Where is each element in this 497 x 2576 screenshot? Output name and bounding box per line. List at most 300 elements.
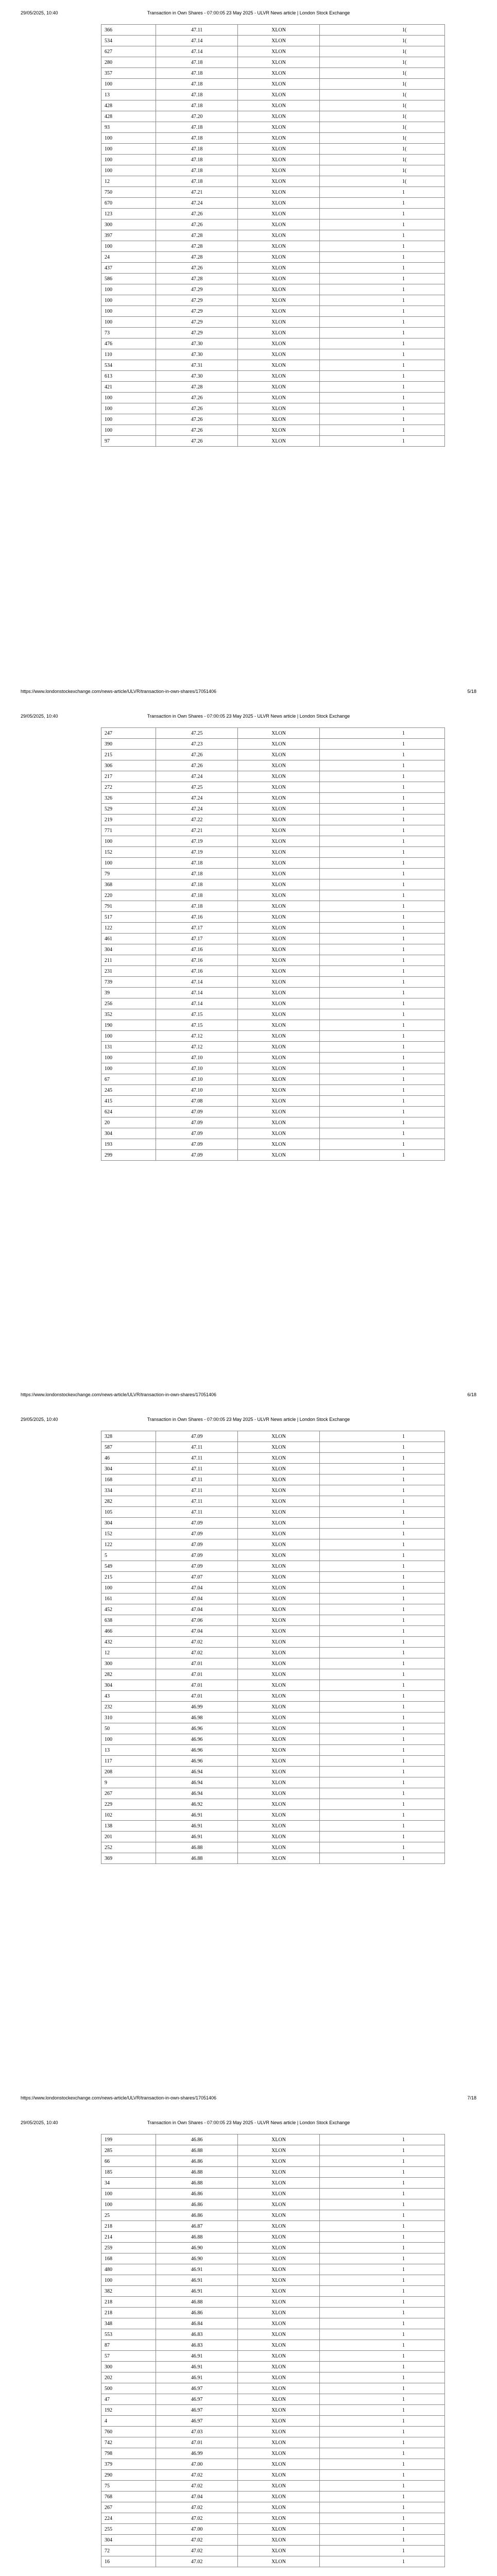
price-cell: 47.18: [156, 68, 238, 79]
time-cell: 1: [319, 209, 444, 219]
price-cell: 47.19: [156, 847, 238, 858]
price-cell: 47.09: [156, 1117, 238, 1128]
table-row: [101, 1464, 445, 1475]
time-cell: 1(: [319, 36, 444, 46]
price-cell: 47.04: [156, 2492, 238, 2502]
time-cell: 1: [319, 815, 444, 825]
volume-cell: 304: [101, 1464, 156, 1475]
table-row: [101, 2448, 445, 2459]
table-row: [101, 2264, 445, 2275]
table-row: [101, 890, 445, 901]
price-cell: 47.25: [156, 782, 238, 793]
price-cell: 47.18: [156, 100, 238, 111]
venue-cell: XLON: [238, 252, 320, 263]
venue-cell: XLON: [238, 2437, 320, 2448]
volume-cell: 739: [101, 977, 156, 988]
volume-cell: 215: [101, 1572, 156, 1583]
venue-cell: XLON: [238, 1496, 320, 1507]
table-row: [101, 68, 445, 79]
price-cell: 47.30: [156, 338, 238, 349]
price-cell: 47.22: [156, 815, 238, 825]
table-row: [101, 57, 445, 68]
table-row: [101, 155, 445, 165]
volume-cell: 290: [101, 2470, 156, 2481]
table-row: [101, 2556, 445, 2567]
volume-cell: 193: [101, 1139, 156, 1150]
volume-cell: 34: [101, 2178, 156, 2189]
time-cell: 1: [319, 338, 444, 349]
volume-cell: 379: [101, 2459, 156, 2470]
venue-cell: XLON: [238, 2308, 320, 2318]
price-cell: 47.11: [156, 1485, 238, 1496]
price-cell: 47.04: [156, 1604, 238, 1615]
table-row: [101, 912, 445, 923]
venue-cell: XLON: [238, 1561, 320, 1572]
price-cell: 47.11: [156, 1464, 238, 1475]
table-row: [101, 2546, 445, 2556]
volume-cell: 217: [101, 771, 156, 782]
time-cell: 1: [319, 2535, 444, 2546]
price-cell: 47.26: [156, 263, 238, 274]
time-cell: 1: [319, 1637, 444, 1648]
venue-cell: XLON: [238, 2362, 320, 2372]
venue-cell: XLON: [238, 1453, 320, 1464]
volume-cell: 267: [101, 1788, 156, 1799]
price-cell: 46.91: [156, 2351, 238, 2362]
time-cell: 1: [319, 2286, 444, 2297]
time-cell: 1: [319, 2459, 444, 2470]
time-cell: 1: [319, 1507, 444, 1518]
volume-cell: 272: [101, 782, 156, 793]
price-cell: 47.26: [156, 750, 238, 760]
venue-cell: XLON: [238, 1777, 320, 1788]
time-cell: 1: [319, 2199, 444, 2210]
volume-cell: 67: [101, 1074, 156, 1085]
time-cell: 1: [319, 2372, 444, 2383]
table-row: [101, 425, 445, 436]
table-row: [101, 1053, 445, 1063]
venue-cell: XLON: [238, 739, 320, 750]
volume-cell: 304: [101, 1680, 156, 1691]
price-cell: 46.83: [156, 2329, 238, 2340]
time-cell: 1(: [319, 122, 444, 133]
volume-cell: 20: [101, 1117, 156, 1128]
venue-cell: XLON: [238, 1096, 320, 1107]
price-cell: 47.02: [156, 2556, 238, 2567]
price-cell: 47.26: [156, 436, 238, 447]
venue-cell: XLON: [238, 371, 320, 382]
venue-cell: XLON: [238, 2416, 320, 2427]
table-row: [101, 988, 445, 998]
time-cell: 1: [319, 869, 444, 879]
transactions-table: [101, 24, 445, 447]
time-cell: 1: [319, 739, 444, 750]
price-cell: 47.11: [156, 1442, 238, 1453]
table-row: [101, 263, 445, 274]
price-cell: 47.10: [156, 1053, 238, 1063]
venue-cell: XLON: [238, 2427, 320, 2437]
volume-cell: 87: [101, 2340, 156, 2351]
price-cell: 46.97: [156, 2394, 238, 2405]
venue-cell: XLON: [238, 879, 320, 890]
price-cell: 47.28: [156, 382, 238, 393]
transactions-table: [101, 1431, 445, 1864]
table-row: [101, 1063, 445, 1074]
volume-cell: 202: [101, 2372, 156, 2383]
venue-cell: XLON: [238, 230, 320, 241]
price-cell: 47.09: [156, 1550, 238, 1561]
transactions-table-container: [101, 2134, 445, 2567]
volume-cell: 100: [101, 1063, 156, 1074]
volume-cell: 529: [101, 804, 156, 815]
venue-cell: XLON: [238, 90, 320, 100]
price-cell: 47.10: [156, 1063, 238, 1074]
table-row: [101, 2134, 445, 2145]
price-cell: 47.20: [156, 111, 238, 122]
time-cell: 1: [319, 793, 444, 804]
print-date: 29/05/2025, 10:40: [21, 714, 58, 719]
time-cell: 1: [319, 760, 444, 771]
time-cell: 1: [319, 966, 444, 977]
time-cell: 1: [319, 1615, 444, 1626]
venue-cell: XLON: [238, 1053, 320, 1063]
volume-cell: 638: [101, 1615, 156, 1626]
volume-cell: 252: [101, 1842, 156, 1853]
venue-cell: XLON: [238, 2513, 320, 2524]
volume-cell: 218: [101, 2297, 156, 2308]
table-row: [101, 2156, 445, 2167]
table-row: [101, 728, 445, 739]
price-cell: 47.26: [156, 414, 238, 425]
time-cell: 1: [319, 1669, 444, 1680]
time-cell: 1: [319, 901, 444, 912]
price-cell: 47.14: [156, 36, 238, 46]
table-row: [101, 284, 445, 295]
price-cell: 46.86: [156, 2308, 238, 2318]
volume-cell: 352: [101, 1009, 156, 1020]
volume-cell: 190: [101, 1020, 156, 1031]
price-cell: 47.21: [156, 825, 238, 836]
time-cell: 1: [319, 2264, 444, 2275]
table-row: [101, 879, 445, 890]
venue-cell: XLON: [238, 2145, 320, 2156]
table-row: [101, 209, 445, 219]
venue-cell: XLON: [238, 1626, 320, 1637]
venue-cell: XLON: [238, 100, 320, 111]
time-cell: 1: [319, 1442, 444, 1453]
time-cell: 1: [319, 1485, 444, 1496]
venue-cell: XLON: [238, 295, 320, 306]
time-cell: 1: [319, 1529, 444, 1539]
table-row: [101, 944, 445, 955]
source-url[interactable]: https://www.londonstockexchange.com/news-article/ULVR/transaction-in-own-shares/17051406: [21, 1392, 217, 1397]
pdf-page: [0, 0, 497, 703]
venue-cell: XLON: [238, 1680, 320, 1691]
price-cell: 47.02: [156, 2546, 238, 2556]
page-number: 7/18: [467, 2095, 476, 2100]
volume-cell: 100: [101, 836, 156, 847]
time-cell: 1: [319, 1745, 444, 1756]
volume-cell: 117: [101, 1756, 156, 1767]
table-row: [101, 1777, 445, 1788]
table-row: [101, 1799, 445, 1810]
venue-cell: XLON: [238, 1442, 320, 1453]
venue-cell: XLON: [238, 998, 320, 1009]
table-row: [101, 2372, 445, 2383]
venue-cell: XLON: [238, 360, 320, 371]
table-row: [101, 1767, 445, 1777]
price-cell: 47.14: [156, 998, 238, 1009]
venue-cell: XLON: [238, 1107, 320, 1117]
volume-cell: 348: [101, 2318, 156, 2329]
table-row: [101, 295, 445, 306]
table-row: [101, 1074, 445, 1085]
price-cell: 46.94: [156, 1767, 238, 1777]
time-cell: 1(: [319, 79, 444, 90]
table-row: [101, 1453, 445, 1464]
price-cell: 47.28: [156, 241, 238, 252]
table-row: [101, 403, 445, 414]
price-cell: 47.16: [156, 944, 238, 955]
price-cell: 47.11: [156, 1475, 238, 1485]
venue-cell: XLON: [238, 1702, 320, 1713]
table-row: [101, 1702, 445, 1713]
volume-cell: 168: [101, 1475, 156, 1485]
venue-cell: XLON: [238, 338, 320, 349]
price-cell: 47.29: [156, 306, 238, 317]
venue-cell: XLON: [238, 1767, 320, 1777]
volume-cell: 229: [101, 1799, 156, 1810]
volume-cell: 9: [101, 1777, 156, 1788]
venue-cell: XLON: [238, 2286, 320, 2297]
time-cell: 1: [319, 1788, 444, 1799]
price-cell: 47.16: [156, 912, 238, 923]
table-row: [101, 2405, 445, 2416]
price-cell: 47.26: [156, 209, 238, 219]
table-row: [101, 901, 445, 912]
volume-cell: 138: [101, 1821, 156, 1832]
price-cell: 47.07: [156, 1572, 238, 1583]
table-row: [101, 1583, 445, 1594]
time-cell: 1: [319, 2437, 444, 2448]
time-cell: 1: [319, 1150, 444, 1161]
volume-cell: 304: [101, 1518, 156, 1529]
price-cell: 46.91: [156, 1810, 238, 1821]
table-row: [101, 90, 445, 100]
time-cell: 1: [319, 955, 444, 966]
venue-cell: XLON: [238, 966, 320, 977]
price-cell: 46.91: [156, 1832, 238, 1842]
venue-cell: XLON: [238, 1128, 320, 1139]
volume-cell: 66: [101, 2156, 156, 2167]
volume-cell: 100: [101, 1031, 156, 1042]
price-cell: 47.18: [156, 869, 238, 879]
volume-cell: 214: [101, 2232, 156, 2243]
volume-cell: 100: [101, 1053, 156, 1063]
source-url[interactable]: https://www.londonstockexchange.com/news-article/ULVR/transaction-in-own-shares/17051406: [21, 689, 217, 694]
volume-cell: 100: [101, 79, 156, 90]
time-cell: 1: [319, 1626, 444, 1637]
price-cell: 46.97: [156, 2383, 238, 2394]
table-row: [101, 771, 445, 782]
table-row: [101, 100, 445, 111]
table-row: [101, 1107, 445, 1117]
volume-cell: 105: [101, 1507, 156, 1518]
volume-cell: 624: [101, 1107, 156, 1117]
venue-cell: XLON: [238, 750, 320, 760]
time-cell: 1: [319, 1053, 444, 1063]
price-cell: 47.02: [156, 2502, 238, 2513]
volume-cell: 25: [101, 2210, 156, 2221]
transactions-table-container: [101, 24, 445, 447]
price-cell: 46.86: [156, 2156, 238, 2167]
price-cell: 47.14: [156, 977, 238, 988]
volume-cell: 185: [101, 2167, 156, 2178]
price-cell: 47.11: [156, 1453, 238, 1464]
venue-cell: XLON: [238, 1139, 320, 1150]
table-row: [101, 1658, 445, 1669]
volume-cell: 300: [101, 2362, 156, 2372]
time-cell: 1: [319, 2492, 444, 2502]
price-cell: 47.01: [156, 1691, 238, 1702]
venue-cell: XLON: [238, 2297, 320, 2308]
price-cell: 47.01: [156, 1669, 238, 1680]
time-cell: 1: [319, 2546, 444, 2556]
price-cell: 47.12: [156, 1042, 238, 1053]
venue-cell: XLON: [238, 2178, 320, 2189]
volume-cell: 208: [101, 1767, 156, 1777]
time-cell: 1(: [319, 46, 444, 57]
venue-cell: XLON: [238, 414, 320, 425]
price-cell: 46.96: [156, 1745, 238, 1756]
volume-cell: 231: [101, 966, 156, 977]
table-row: [101, 1042, 445, 1053]
page-number: 6/18: [467, 1392, 476, 1397]
volume-cell: 100: [101, 425, 156, 436]
price-cell: 46.91: [156, 2286, 238, 2297]
price-cell: 46.88: [156, 2145, 238, 2156]
table-row: [101, 2362, 445, 2372]
table-row: [101, 1529, 445, 1539]
price-cell: 47.09: [156, 1518, 238, 1529]
source-url[interactable]: https://www.londonstockexchange.com/news-article/ULVR/transaction-in-own-shares/17051406: [21, 2095, 217, 2100]
venue-cell: XLON: [238, 263, 320, 274]
volume-cell: 122: [101, 1539, 156, 1550]
price-cell: 47.09: [156, 1539, 238, 1550]
price-cell: 47.18: [156, 890, 238, 901]
price-cell: 46.97: [156, 2416, 238, 2427]
table-row: [101, 750, 445, 760]
volume-cell: 47: [101, 2394, 156, 2405]
venue-cell: XLON: [238, 2275, 320, 2286]
price-cell: 46.83: [156, 2340, 238, 2351]
price-cell: 47.16: [156, 955, 238, 966]
price-cell: 47.06: [156, 1615, 238, 1626]
volume-cell: 79: [101, 869, 156, 879]
table-row: [101, 1485, 445, 1496]
time-cell: 1: [319, 1853, 444, 1864]
volume-cell: 75: [101, 2481, 156, 2492]
time-cell: 1: [319, 944, 444, 955]
venue-cell: XLON: [238, 1788, 320, 1799]
table-row: [101, 760, 445, 771]
volume-cell: 100: [101, 155, 156, 165]
price-cell: 47.15: [156, 1009, 238, 1020]
venue-cell: XLON: [238, 760, 320, 771]
volume-cell: 300: [101, 1658, 156, 1669]
time-cell: 1: [319, 1074, 444, 1085]
volume-cell: 110: [101, 349, 156, 360]
venue-cell: XLON: [238, 79, 320, 90]
volume-cell: 5: [101, 1550, 156, 1561]
price-cell: 47.03: [156, 2427, 238, 2437]
time-cell: 1: [319, 403, 444, 414]
volume-cell: 517: [101, 912, 156, 923]
volume-cell: 100: [101, 165, 156, 176]
venue-cell: XLON: [238, 804, 320, 815]
table-row: [101, 111, 445, 122]
table-row: [101, 2145, 445, 2156]
time-cell: 1(: [319, 165, 444, 176]
price-cell: 46.90: [156, 2253, 238, 2264]
table-row: [101, 1821, 445, 1832]
price-cell: 46.96: [156, 1734, 238, 1745]
price-cell: 46.84: [156, 2318, 238, 2329]
table-row: [101, 2427, 445, 2437]
venue-cell: XLON: [238, 1020, 320, 1031]
table-row: [101, 739, 445, 750]
venue-cell: XLON: [238, 2189, 320, 2199]
price-cell: 47.14: [156, 988, 238, 998]
time-cell: 1: [319, 1842, 444, 1853]
time-cell: 1: [319, 1832, 444, 1842]
venue-cell: XLON: [238, 1431, 320, 1442]
price-cell: 47.18: [156, 155, 238, 165]
price-cell: 47.10: [156, 1085, 238, 1096]
table-row: [101, 317, 445, 328]
venue-cell: XLON: [238, 1604, 320, 1615]
venue-cell: XLON: [238, 1594, 320, 1604]
time-cell: 1: [319, 2448, 444, 2459]
price-cell: 46.86: [156, 2210, 238, 2221]
price-cell: 46.90: [156, 2243, 238, 2253]
volume-cell: 480: [101, 2264, 156, 2275]
table-row: [101, 1691, 445, 1702]
venue-cell: XLON: [238, 869, 320, 879]
volume-cell: 97: [101, 436, 156, 447]
table-row: [101, 2308, 445, 2318]
venue-cell: XLON: [238, 1117, 320, 1128]
price-cell: 47.18: [156, 133, 238, 144]
volume-cell: 366: [101, 25, 156, 36]
volume-cell: 12: [101, 1648, 156, 1658]
price-cell: 47.31: [156, 360, 238, 371]
time-cell: 1: [319, 198, 444, 209]
volume-cell: 742: [101, 2437, 156, 2448]
time-cell: 1: [319, 230, 444, 241]
volume-cell: 100: [101, 403, 156, 414]
venue-cell: XLON: [238, 2535, 320, 2546]
volume-cell: 219: [101, 815, 156, 825]
pdf-page: [0, 703, 497, 1406]
venue-cell: XLON: [238, 2383, 320, 2394]
table-row: [101, 1442, 445, 1453]
pdf-page: [0, 2110, 497, 2576]
price-cell: 47.04: [156, 1583, 238, 1594]
time-cell: 1: [319, 295, 444, 306]
price-cell: 47.09: [156, 1431, 238, 1442]
time-cell: 1: [319, 1594, 444, 1604]
